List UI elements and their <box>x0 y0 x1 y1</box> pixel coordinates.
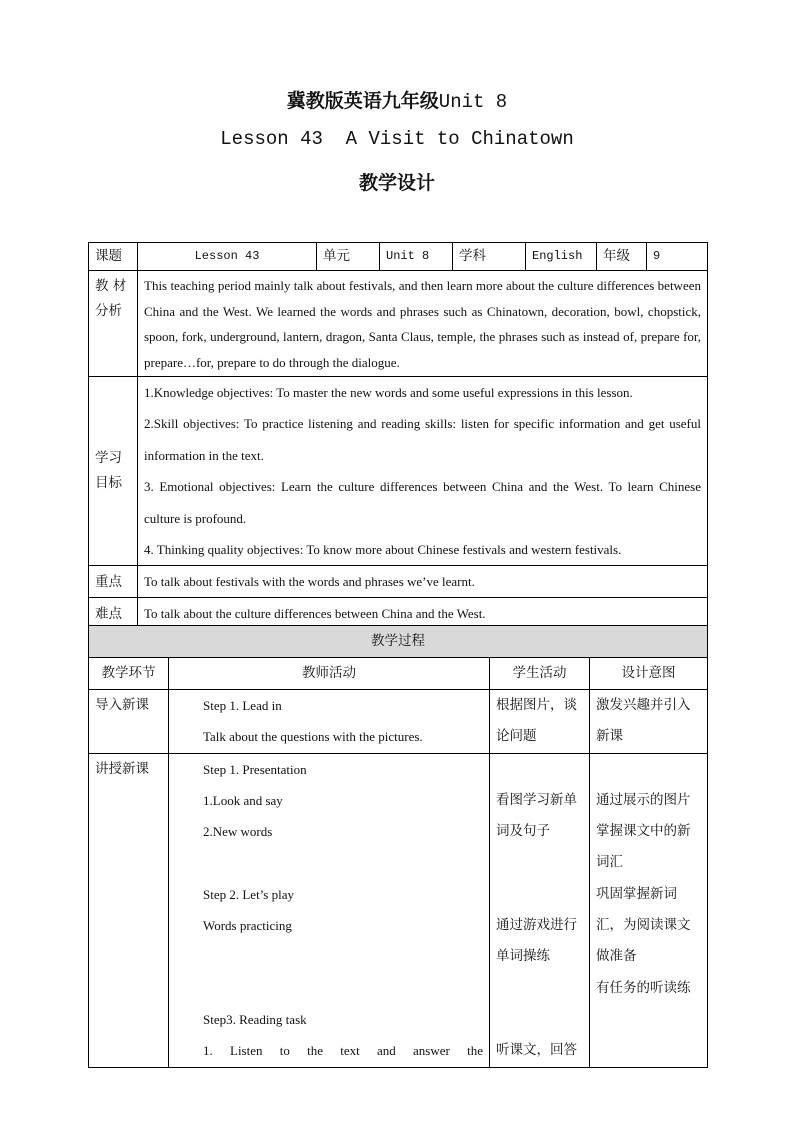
difficulty-label: 难点 <box>89 598 138 630</box>
lesson-info-table <box>88 242 708 630</box>
teacher-line: Step 2. Let’s play <box>203 886 294 902</box>
process-title: 教学过程 <box>89 626 708 658</box>
spacer <box>496 973 583 1036</box>
analysis-label-line1: 教 材 <box>95 278 127 294</box>
teaching-process-table <box>88 625 708 1068</box>
spacer <box>496 847 583 910</box>
objectives-label-line2: 目标 <box>95 475 122 492</box>
teacher-line: Step 1. Lead in <box>203 698 282 713</box>
intent-text: 巩固掌握新词汇，为阅读课文做准备 <box>596 885 691 965</box>
spacer <box>596 754 701 785</box>
key-point-text: To talk about festivals with the words and phrases we’ve learnt. <box>138 566 708 598</box>
objectives-label <box>89 377 138 566</box>
key-point-label: 重点 <box>89 566 138 598</box>
new-teacher <box>169 753 490 1067</box>
intro-teacher <box>169 690 490 754</box>
title-chinese: 冀教版英语九年级 <box>286 91 439 112</box>
teacher-line-blank <box>203 941 483 1004</box>
document-title-line1 <box>0 86 794 113</box>
unit-value: Unit 8 <box>380 243 453 271</box>
info-row <box>89 243 708 271</box>
teacher-line: 1.Look and say <box>203 792 283 808</box>
topic-label: 课题 <box>89 243 138 271</box>
analysis-text: This teaching period mainly talk about festivals, and then learn more about the culture differences between China and the West. We learned the words and phrases such as Chinatown, decoration, bowl, chopstick, spoon, fork, underground, lantern, dragon, Santa Claus, temple, the phrases such as instead of, prepare for, prepare…for, prepare to do through the dialogue. <box>138 271 708 377</box>
intent-text: 有任务的听读练 <box>596 979 691 996</box>
difficulty-text: To talk about the culture differences between China and the West. <box>138 598 708 630</box>
intro-intent: 激发兴趣并引入新课 <box>590 690 708 754</box>
intent-text: 通过展示的图片掌握课文中的新词汇 <box>596 791 691 871</box>
document-subtitle: 教学设计 <box>358 172 435 194</box>
lesson-title: Lesson 43 A Visit to Chinatown <box>220 128 574 150</box>
teacher-line: Step3. Reading task <box>203 1011 307 1027</box>
objective-item: 4. Thinking quality objectives: To know more about Chinese festivals and western festivals. <box>144 542 622 558</box>
grade-label: 年级 <box>597 243 647 271</box>
unit-label: 单元 <box>317 243 380 271</box>
subject-value: English <box>526 243 597 271</box>
analysis-row <box>89 271 708 377</box>
header-teacher: 教师活动 <box>169 658 490 690</box>
student-activity: 听课文，回答 <box>496 1042 577 1059</box>
objectives-list <box>138 377 708 566</box>
objectives-label-line1: 学习 <box>95 450 122 467</box>
new-student <box>490 753 590 1067</box>
header-stage: 教学环节 <box>89 658 169 690</box>
intro-stage: 导入新课 <box>89 690 169 754</box>
new-stage: 讲授新课 <box>89 753 169 1067</box>
title-unit: Unit 8 <box>438 91 508 113</box>
process-title-row <box>89 626 708 658</box>
teacher-line: 2.New words <box>203 824 273 840</box>
objective-item: 3. Emotional objectives: Learn the culture differences between China and the West. To learn Chinese culture is profound. <box>144 479 701 526</box>
teacher-line: Words practicing <box>203 918 292 934</box>
intro-student: 根据图片，谈论问题 <box>490 690 590 754</box>
teacher-line: 1. Listen to the text and answer the <box>203 1043 483 1059</box>
topic-value: Lesson 43 <box>138 243 317 271</box>
grade-value: 9 <box>647 243 708 271</box>
teacher-line-blank <box>203 847 483 878</box>
header-intent: 设计意图 <box>590 658 708 690</box>
teacher-line: Talk about the questions with the pictures. <box>203 729 423 745</box>
intro-row <box>89 690 708 754</box>
teacher-line: Step 1. Presentation <box>203 761 307 777</box>
new-lesson-row <box>89 753 708 1067</box>
spacer <box>496 754 583 785</box>
process-header-row <box>89 658 708 690</box>
header-student: 学生活动 <box>490 658 590 690</box>
objective-item: 1.Knowledge objectives: To master the new words and some useful expressions in this lesson. <box>144 385 633 400</box>
student-activity: 通过游戏进行单词操练 <box>496 917 577 965</box>
new-intent <box>590 753 708 1067</box>
subject-label: 学科 <box>453 243 526 271</box>
student-activity: 看图学习新单词及句子 <box>496 791 577 840</box>
key-point-row <box>89 566 708 598</box>
analysis-label-line2: 分析 <box>95 303 122 319</box>
analysis-label <box>89 271 138 377</box>
objective-item: 2.Skill objectives: To practice listening and reading skills: listen for specific information and get useful information in the text. <box>144 416 701 463</box>
objectives-row <box>89 377 708 566</box>
